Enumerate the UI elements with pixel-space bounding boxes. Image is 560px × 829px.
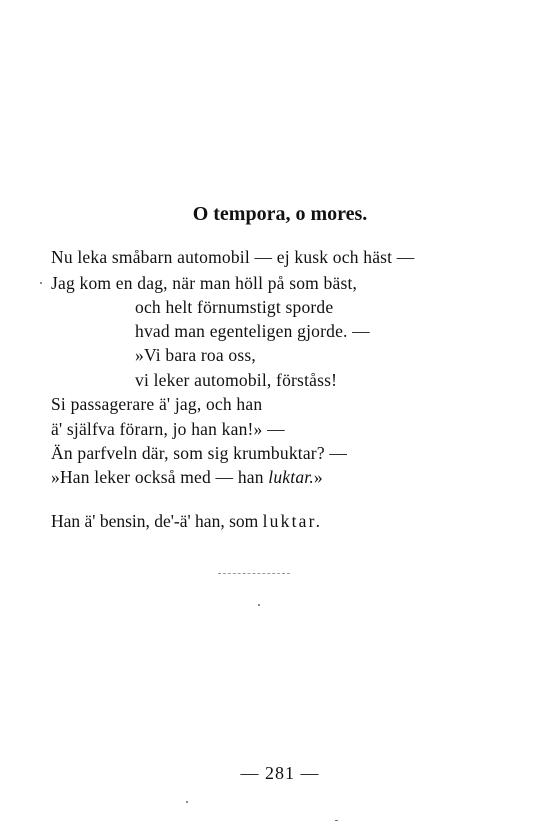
poem-coda bbox=[51, 511, 322, 532]
poem-line: Si passagerare ä' jag, och han bbox=[51, 394, 263, 414]
print-speck bbox=[40, 282, 42, 284]
poem-line: »Vi bara roa oss, bbox=[135, 345, 256, 365]
print-speck bbox=[258, 604, 260, 606]
italic-word: luktar. bbox=[268, 467, 314, 487]
poem-line: ä' själfva förarn, jo han kan!» — bbox=[51, 419, 285, 439]
poem-title: O tempora, o mores. bbox=[192, 203, 368, 225]
poem-line: Jag kom en dag, när man höll på som bäst, bbox=[51, 273, 358, 293]
poem-line-last bbox=[51, 467, 323, 488]
poem-line-text: »Han leker också med — han bbox=[51, 467, 269, 487]
poem-line: hvad man egenteligen gjorde. — bbox=[135, 321, 370, 341]
closing-quote: » bbox=[313, 467, 323, 487]
page-number: — 281 — bbox=[240, 763, 320, 783]
print-speck bbox=[186, 801, 188, 803]
poem-line: Nu leka småbarn automobil — ej kusk och häst — bbox=[51, 247, 415, 267]
spaced-word: luktar. bbox=[262, 511, 323, 531]
poem-line: vi leker automobil, förståss! bbox=[135, 370, 338, 390]
section-divider bbox=[218, 573, 290, 574]
print-speck bbox=[335, 820, 338, 821]
coda-text: Han ä' bensin, de'-ä' han, som bbox=[51, 511, 263, 531]
poem-line: och helt förnumstigt sporde bbox=[135, 297, 334, 317]
poem-line: Än parfveln där, som sig krumbuktar? — bbox=[51, 443, 348, 463]
